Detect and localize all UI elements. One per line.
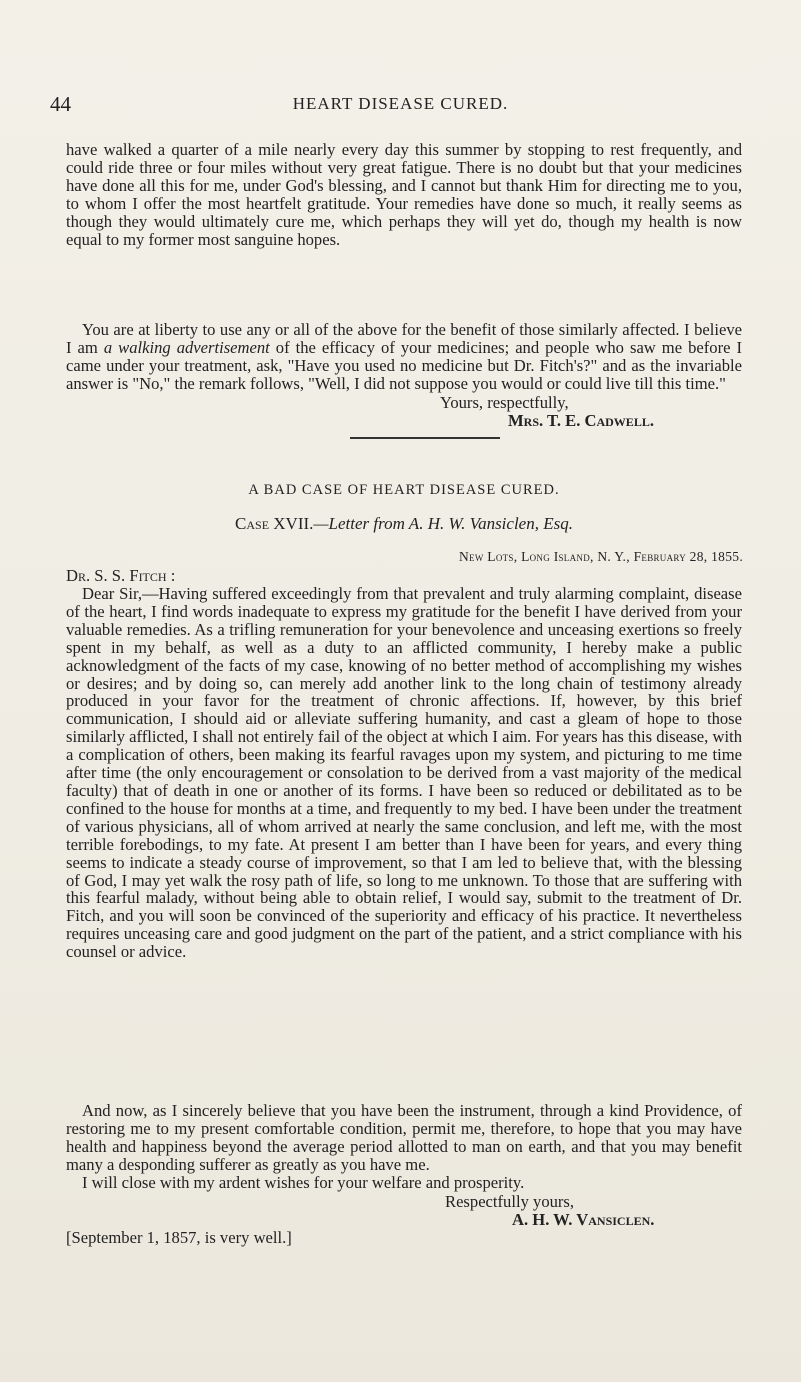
section-title: A BAD CASE OF HEART DISEASE CURED. [248,482,560,498]
case-heading [66,514,742,534]
vansiclen-paragraph-2: And now, as I sincerely believe that you have been the instrument, through a kind Providence, of restoring me to my present comfortable condition, permit me, therefore, to hope that you may have health and happiness beyond the average period allotted to man on earth, and that you may benefit many a desponding sufferer as greatly as you have me. [66,1101,742,1174]
page-header [50,92,751,116]
vansiclen-paragraph-3: I will close with my ardent wishes for your welfare and prosperity. [82,1173,525,1192]
cadwell-closing: Yours, respectfully, [440,393,569,412]
running-head: HEART DISEASE CURED. [292,94,509,113]
vansiclen-closing: Respectfully yours, [445,1192,575,1211]
section-divider [350,437,500,439]
cadwell-signature: Mrs. T. E. Cadwell. [508,411,654,430]
cadwell-paragraph-1: have walked a quarter of a mile nearly every day this summer by stopping to rest frequently, and could ride three or four miles without very great fatigue. There is no doubt but that your medicines have done all this for me, under God's blessing, and I cannot but thank Him for directing me to you, to whom I offer the most heartfelt gratitude. Your remedies have done so much, it really seems as though they would ultimately cure me, which perhaps they will yet do, though my health is now equal to my former most sanguine hopes. [66,140,742,249]
salutation: Dr. S. S. Fitch : [66,566,176,585]
case-label: Case XVII. [235,514,314,533]
vansiclen-signature: A. H. W. Vansiclen. [512,1210,655,1229]
page-number: 44 [50,92,71,116]
cadwell-paragraph-2-rest: of the efficacy of your medicines; and people who saw me before I came under your treatment, ask, "Have you used no medicine but Dr. Fitch's?" and as the invariable answer is "No," the remark follows, "Well, I did not suppose you would or could live till this time." [66,337,742,393]
cadwell-paragraph-2-text: You are at liberty to use any or all of the above for the benefit of those similarly affected. I believe I am [66,320,742,357]
case-subtitle: —Letter from A. H. W. Vansiclen, Esq. [313,514,573,533]
emphasis-walking-advertisement: a walking advertisement [103,337,270,357]
vansiclen-paragraph-1: Dear Sir,—Having suffered exceedingly from that prevalent and truly alarming complaint, disease of the heart, I find words inadequate to express my gratitude for the benefit I have derived from your valuable remedies. As a trifling remuneration for your benevolence and unceasing exertions so freely spent in my behalf, as well as a duty to an afflicted community, I hereby make a public acknowledgment of the facts of my case, knowing of no better method of accomplishing my wishes or desires; and by doing so, can merely add another link to the long chain of testimony already produced in your favor for the treatment of chronic affections. If, however, by this brief communication, I should aid or alleviate suffering humanity, and cast a gleam of hope to those similarly afflicted, I shall not entirely fail of the object at which I aim. For years has this disease, with a complication of others, been making its fearful ravages upon my system, and picturing to me time after time (the only encouragement or consolation to be derived from a vast majority of the medical faculty) that of death in one or another of its forms. I have been so reduced or debilitated as to be confined to the house for months at a time, and frequently to my bed. I have been under the treatment of various physicians, all of whom arrived at nearly the same conclusion, and left me, with the most terrible forebodings, to my fate. At present I am better than I have been for years, and every thing seems to indicate a steady course of improvement, so that I am led to believe that, with the blessing of God, I may yet walk the rosy path of life, so long to me unknown. To those that are suffering with this fearful malady, without being able to obtain relief, I would say, submit to the treatment of Dr. Fitch, and you will soon be convinced of the superiority and efficacy of his practice. It nevertheless requires unceasing care and good judgment on the part of the patient, and a strict compliance with his counsel or advice. [66,584,742,962]
postscript: [September 1, 1857, is very well.] [66,1228,292,1247]
cadwell-paragraph-2 [66,321,742,393]
dateline: New Lots, Long Island, N. Y., February 28, 1855. [458,549,743,564]
